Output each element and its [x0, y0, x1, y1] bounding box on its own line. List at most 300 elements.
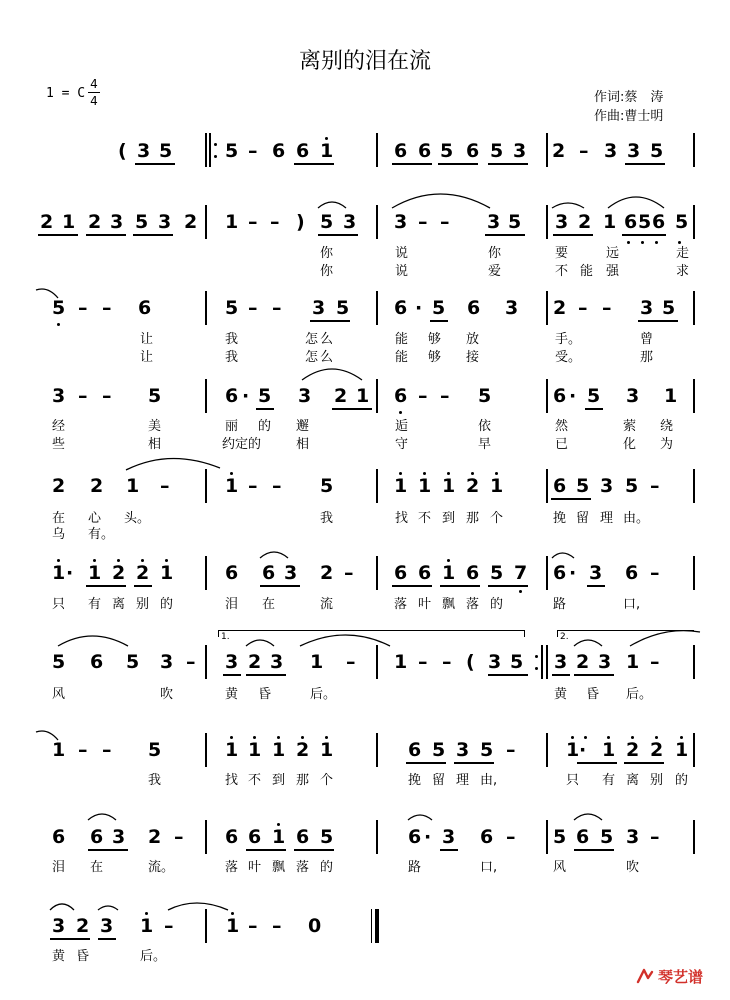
- lyric: 够: [428, 350, 442, 365]
- lyric: 放: [466, 332, 480, 347]
- note: –: [78, 739, 88, 761]
- slur: [300, 635, 390, 646]
- lyric: 落: [225, 860, 239, 875]
- lyric: 我: [225, 350, 239, 365]
- note: 6: [394, 385, 408, 407]
- slur: [552, 203, 584, 208]
- slur: [574, 640, 602, 646]
- lyric: 不: [418, 511, 432, 526]
- note: –: [440, 211, 450, 233]
- note: 1: [88, 562, 102, 584]
- note: 1: [272, 826, 286, 848]
- note: 5: [576, 475, 590, 497]
- note: –: [174, 826, 184, 848]
- composer-credit: 作曲:曹士明: [594, 109, 664, 124]
- lyric: 泪: [225, 597, 239, 612]
- lyric: 在: [262, 597, 276, 612]
- note: –: [78, 297, 88, 319]
- note: 5: [662, 297, 676, 319]
- lyric: 由,: [480, 773, 498, 788]
- paren: (: [118, 140, 127, 162]
- slur: [318, 202, 346, 208]
- tie: [36, 289, 58, 298]
- lyric: 说: [395, 246, 409, 261]
- note: 3: [589, 562, 603, 584]
- note: 5: [600, 826, 614, 848]
- note: (: [466, 651, 475, 673]
- note: ·: [579, 739, 587, 761]
- note: 1: [603, 211, 617, 233]
- note: 5: [336, 297, 350, 319]
- note: –: [650, 651, 660, 673]
- note: 5: [587, 385, 601, 407]
- note: 3: [604, 140, 618, 162]
- slur: [246, 640, 274, 646]
- note: 6: [394, 140, 408, 162]
- lyric: 逅: [395, 419, 409, 434]
- note: 5: [508, 211, 522, 233]
- note: 2: [296, 739, 310, 761]
- note: 3: [225, 651, 239, 673]
- note: 2: [184, 211, 198, 233]
- lyric: 美: [148, 419, 162, 434]
- lyric: 的: [490, 597, 504, 612]
- lyric: 的: [675, 773, 689, 788]
- note: 3: [627, 140, 641, 162]
- note: 5: [225, 297, 239, 319]
- note: ·: [66, 562, 74, 584]
- note: –: [272, 915, 282, 937]
- lyric: 个: [490, 511, 504, 526]
- lyric: 流。: [148, 860, 175, 875]
- note: 2: [334, 385, 348, 407]
- lyric: 邂: [296, 419, 310, 434]
- note: 3: [600, 475, 614, 497]
- note: 2: [112, 562, 126, 584]
- note: –: [578, 297, 588, 319]
- lyric: 然: [555, 419, 569, 434]
- note: 1: [62, 211, 76, 233]
- lyric: 那: [296, 773, 310, 788]
- lyric: 别: [136, 597, 150, 612]
- slur: [50, 904, 74, 910]
- note: 5: [258, 385, 272, 407]
- lyric: 到: [442, 511, 456, 526]
- note: 3: [442, 826, 456, 848]
- lyric: 为: [660, 437, 674, 452]
- lyric: 离: [112, 597, 126, 612]
- volta-label-second: 2.: [560, 632, 569, 642]
- note: 5: [510, 651, 524, 673]
- lyric: 后。: [310, 687, 337, 702]
- lyric: 挽: [553, 511, 567, 526]
- note: –: [650, 562, 660, 584]
- note: 5: [432, 297, 446, 319]
- note: 5: [52, 297, 66, 319]
- lyric: 落: [466, 597, 480, 612]
- note: 3: [52, 385, 66, 407]
- lyric: 手。: [555, 332, 582, 347]
- lyric: 你: [320, 264, 334, 279]
- note: 1: [225, 211, 239, 233]
- note: –: [579, 140, 589, 162]
- lyric: 接: [466, 350, 480, 365]
- note: 6: [480, 826, 494, 848]
- lyric: 泪: [52, 860, 66, 875]
- tie: [168, 903, 228, 910]
- note: 5: [480, 739, 494, 761]
- lyric: 你: [488, 246, 502, 261]
- note: 6: [296, 140, 310, 162]
- note: 5: [440, 140, 454, 162]
- lyric: 能: [580, 264, 594, 279]
- lyric: 只: [566, 773, 580, 788]
- lyric: 黄: [52, 949, 66, 964]
- lyric: 留: [432, 773, 446, 788]
- note: 2: [576, 651, 590, 673]
- lyric: 些: [52, 437, 66, 452]
- note: 2: [466, 475, 480, 497]
- note: 6: [394, 297, 408, 319]
- lyric: 让: [140, 350, 154, 365]
- note: 1: [52, 562, 66, 584]
- lyric: 在: [52, 511, 66, 526]
- note: –: [440, 385, 450, 407]
- note: 3: [487, 211, 501, 233]
- lyric: 已: [555, 437, 569, 452]
- lyricist-credit: 作词:蔡 涛: [594, 90, 664, 105]
- note: 5: [478, 385, 492, 407]
- note: 1: [356, 385, 370, 407]
- lyric: 早: [478, 437, 492, 452]
- watermark-logo-icon: [636, 967, 656, 985]
- lyric: 我: [225, 332, 239, 347]
- lyric: 我: [320, 511, 334, 526]
- note: 1: [52, 739, 66, 761]
- note: ·: [415, 297, 423, 319]
- note: 6: [408, 739, 422, 761]
- note: –: [418, 385, 428, 407]
- note: 2: [552, 140, 566, 162]
- lyric: 吹: [160, 687, 174, 702]
- note: 6: [90, 651, 104, 673]
- note: 5: [52, 651, 66, 673]
- song-title: 离别的泪在流: [298, 49, 431, 74]
- note: 3: [626, 385, 640, 407]
- note: 5: [225, 140, 239, 162]
- note: 3: [110, 211, 124, 233]
- lyric: 守: [395, 437, 409, 452]
- lyric: 路: [408, 860, 422, 875]
- lyric: 萦: [623, 419, 637, 434]
- lyric: 有: [602, 773, 616, 788]
- slur: [88, 814, 116, 820]
- note: 3: [298, 385, 312, 407]
- note: 5: [320, 826, 334, 848]
- note: 6: [652, 211, 666, 233]
- note: 1: [664, 385, 678, 407]
- note: 3: [137, 140, 151, 162]
- note: 2: [578, 211, 592, 233]
- note: 3: [554, 651, 568, 673]
- lyric: 那: [466, 511, 480, 526]
- lyric: 乌: [52, 527, 66, 542]
- note: 3: [456, 739, 470, 761]
- note: 2: [650, 739, 664, 761]
- note: 6: [553, 562, 567, 584]
- note: 3: [640, 297, 654, 319]
- lyric: 的: [320, 860, 334, 875]
- note: 3: [158, 211, 172, 233]
- lyric: 在: [90, 860, 104, 875]
- note: –: [248, 211, 258, 233]
- note: 2: [248, 651, 262, 673]
- lyric: 能: [395, 350, 409, 365]
- note: ·: [569, 385, 577, 407]
- note: –: [602, 297, 612, 319]
- lyric: 后。: [626, 687, 653, 702]
- time-signature-top: 4: [90, 77, 98, 91]
- note: 1: [126, 475, 140, 497]
- note: 5: [126, 651, 140, 673]
- note: 5: [148, 385, 162, 407]
- lyric: 么: [320, 350, 334, 365]
- lyric: 丽: [225, 419, 239, 434]
- slur: [126, 458, 220, 470]
- note: 1: [442, 475, 456, 497]
- note: –: [102, 739, 112, 761]
- lyric: 黄: [554, 687, 568, 702]
- lyric: 怎: [305, 350, 319, 365]
- slur: [608, 197, 664, 208]
- note: –: [160, 475, 170, 497]
- note: 1: [225, 475, 239, 497]
- lyric: 相: [148, 437, 162, 452]
- note: 6: [467, 297, 481, 319]
- note: 1: [602, 739, 616, 761]
- note: 5: [490, 140, 504, 162]
- lyric: 怎: [305, 332, 319, 347]
- note: 6: [225, 826, 239, 848]
- lyric: 的: [258, 419, 272, 434]
- note: 1: [160, 562, 174, 584]
- lyric: 理: [456, 773, 470, 788]
- slur: [630, 631, 700, 646]
- note: 5: [675, 211, 689, 233]
- note: –: [78, 385, 88, 407]
- lyric: 曾: [640, 332, 654, 347]
- note: 5: [432, 739, 446, 761]
- lyric: 那: [640, 350, 654, 365]
- lyric: 找: [225, 773, 239, 788]
- note: –: [164, 915, 174, 937]
- lyric: 落: [296, 860, 310, 875]
- note: 2: [136, 562, 150, 584]
- note: 1: [272, 739, 286, 761]
- lyric: 口,: [480, 860, 498, 875]
- note: –: [650, 475, 660, 497]
- note: 1: [490, 475, 504, 497]
- slur: [302, 369, 362, 380]
- lyric: 只: [52, 597, 66, 612]
- lyric: 找: [395, 511, 409, 526]
- lyric: 让: [140, 332, 154, 347]
- note: –: [102, 385, 112, 407]
- note: 3: [284, 562, 298, 584]
- slur: [408, 815, 432, 820]
- lyric: 叶: [248, 860, 262, 875]
- lyric: 强: [606, 264, 620, 279]
- note: 2: [148, 826, 162, 848]
- lyric: 有: [88, 597, 102, 612]
- lyric: 绕: [660, 419, 674, 434]
- note: 5: [638, 211, 652, 233]
- note: 6: [138, 297, 152, 319]
- note: 6: [262, 562, 276, 584]
- note: 6: [625, 562, 639, 584]
- note: 3: [555, 211, 569, 233]
- note: 6: [418, 562, 432, 584]
- lyric: 挽: [408, 773, 422, 788]
- note: 5: [625, 475, 639, 497]
- note: 1: [675, 739, 689, 761]
- note: 1: [442, 562, 456, 584]
- note: 5: [490, 562, 504, 584]
- lyric: 昏: [258, 687, 272, 702]
- lyric: 不: [555, 264, 569, 279]
- lyric: 落: [394, 597, 408, 612]
- note: 2: [626, 739, 640, 761]
- lyric: 别: [650, 773, 664, 788]
- note: 6: [466, 140, 480, 162]
- note: 6: [52, 826, 66, 848]
- note: 1: [626, 651, 640, 673]
- note: 5: [553, 826, 567, 848]
- lyric: 口,: [623, 597, 641, 612]
- note: 5: [650, 140, 664, 162]
- lyric: 由。: [623, 511, 650, 526]
- slur: [58, 636, 128, 646]
- note: –: [650, 826, 660, 848]
- lyric: 心: [88, 511, 102, 526]
- lyric: 黄: [225, 687, 239, 702]
- volta-label-first: 1.: [221, 632, 230, 642]
- note: 3: [598, 651, 612, 673]
- note: 6: [225, 385, 239, 407]
- note: 3: [160, 651, 174, 673]
- lyric: 到: [272, 773, 286, 788]
- note: 2: [52, 475, 66, 497]
- slur: [552, 553, 574, 558]
- note: 3: [270, 651, 284, 673]
- lyric: 昏: [586, 687, 600, 702]
- note: 3: [100, 915, 114, 937]
- note: 6: [553, 385, 567, 407]
- note: 6: [553, 475, 567, 497]
- lyric: 留: [576, 511, 590, 526]
- note: 5: [148, 739, 162, 761]
- note: 6: [576, 826, 590, 848]
- note: 3: [505, 297, 519, 319]
- lyric: 够: [428, 332, 442, 347]
- note: 2: [320, 562, 334, 584]
- note: 1: [248, 739, 262, 761]
- lyric: 化: [623, 437, 637, 452]
- lyric: 离: [626, 773, 640, 788]
- lyric: 飘: [272, 860, 286, 875]
- lyric: 说: [395, 264, 409, 279]
- note: 3: [343, 211, 357, 233]
- note: –: [418, 211, 428, 233]
- note: 1: [320, 739, 334, 761]
- note: 5: [320, 475, 334, 497]
- note: 3: [312, 297, 326, 319]
- note: 2: [88, 211, 102, 233]
- lyric: 个: [320, 773, 334, 788]
- lyric: 后。: [140, 949, 167, 964]
- lyric: 受。: [555, 350, 582, 365]
- note: 1: [418, 475, 432, 497]
- note: –: [346, 651, 356, 673]
- note: 6: [248, 826, 262, 848]
- note: 6: [272, 140, 286, 162]
- time-signature-bottom: 4: [90, 94, 98, 108]
- note: –: [506, 739, 516, 761]
- note: –: [272, 297, 282, 319]
- tie: [36, 731, 58, 740]
- lyric: 有。: [88, 527, 115, 542]
- note: 6: [418, 140, 432, 162]
- note: 6: [624, 211, 638, 233]
- lyric: 走: [676, 246, 690, 261]
- note: 3: [112, 826, 126, 848]
- note: 6: [408, 826, 422, 848]
- lyric: 你: [320, 246, 334, 261]
- lyric: 飘: [442, 597, 456, 612]
- note: 6: [296, 826, 310, 848]
- slur: [98, 906, 118, 910]
- lyric: 要: [555, 246, 569, 261]
- note: ·: [424, 826, 432, 848]
- lyric: 相: [296, 437, 310, 452]
- lyric: 依: [478, 419, 492, 434]
- lyric: 我: [148, 773, 162, 788]
- note: 2: [90, 475, 104, 497]
- lyric: 风: [52, 687, 66, 702]
- note: 2: [76, 915, 90, 937]
- note: –: [506, 826, 516, 848]
- note: –: [248, 140, 258, 162]
- note: 1: [394, 475, 408, 497]
- note: 3: [626, 826, 640, 848]
- note: ): [296, 211, 305, 233]
- lyric: 理: [600, 511, 614, 526]
- note: 1: [394, 651, 408, 673]
- note: ·: [242, 385, 250, 407]
- note: 0: [308, 915, 322, 937]
- slur: [260, 552, 288, 558]
- note: 6: [90, 826, 104, 848]
- note: 1: [226, 915, 240, 937]
- note: 3: [394, 211, 408, 233]
- note: 2: [553, 297, 567, 319]
- note: 5: [320, 211, 334, 233]
- note: 7: [514, 562, 528, 584]
- lyric: 叶: [418, 597, 432, 612]
- note: 1: [320, 140, 334, 162]
- note: –: [248, 475, 258, 497]
- note: –: [248, 297, 258, 319]
